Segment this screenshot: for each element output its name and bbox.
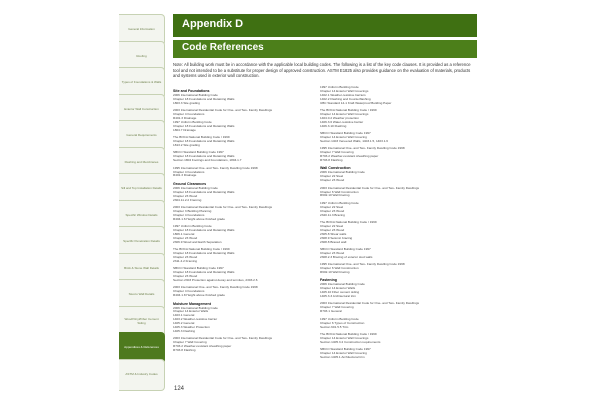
reference-line: 1406.3.6 Water-resistive barrier bbox=[320, 120, 364, 124]
reference-line: 2003 International Residential Code for One- and Two- Family Dwellings bbox=[173, 337, 272, 341]
reference-line: Chapter 18 Foundations and Retaining Walls bbox=[173, 190, 235, 194]
reference-line: 1405.3.3 Architectural trim bbox=[320, 295, 356, 299]
reference-line: 2003 International Residential Code for One- and Two- Family Dwellings bbox=[173, 109, 272, 113]
reference-line: Chapter 14 Exterior Wall Covering bbox=[320, 135, 367, 139]
reference-entry bbox=[320, 318, 458, 330]
tab-11[interactable]: Wood/Vinyl/Fiber Cement Siding bbox=[119, 306, 165, 338]
reference-line: The BOCA National Building Code / 1999 bbox=[173, 248, 230, 252]
reference-entry bbox=[320, 147, 458, 163]
section-title: Code References bbox=[182, 42, 264, 53]
reference-line: 1995 International One- and Two- Family Dwelling Code 1998 bbox=[320, 263, 405, 267]
reference-line: Chapter 18 Foundations and Retaining Walls bbox=[173, 140, 235, 144]
reference-line: Chapter 22 Steel bbox=[320, 175, 344, 179]
reference-entry bbox=[320, 348, 458, 360]
reference-line: Chapter 14 Exterior Wall Coverings bbox=[320, 336, 369, 340]
reference-line: 1403.2 Weather-resistive barrier bbox=[173, 318, 218, 322]
reference-entry bbox=[320, 132, 458, 144]
reference-line: 2308.2.3 Bracing of exterior stud walls bbox=[320, 255, 373, 259]
reference-line: Chapter 18 Foundations and Retaining Walls bbox=[173, 252, 235, 255]
tab-5[interactable]: Flashing and Membranes bbox=[119, 147, 165, 179]
reference-line: Chapter 23 Wood bbox=[320, 209, 345, 213]
reference-line: Chapter 23 Wood bbox=[173, 275, 198, 279]
reference-line: Section 1804 Footings and Foundations, 1804.1.7 bbox=[173, 159, 242, 163]
reference-line: 1405.3 Weather Protection bbox=[173, 326, 210, 330]
reference-line: Chapter 14 Exterior Walls bbox=[320, 287, 356, 291]
appendix-title: Appendix D bbox=[182, 18, 244, 30]
reference-line: 1405.3 Flashing bbox=[173, 330, 196, 333]
reference-entry bbox=[320, 283, 458, 299]
reference-entry bbox=[173, 109, 311, 132]
reference-line: Chapter 6 Types of Construction bbox=[320, 321, 365, 325]
reference-line: 2006 International Building Code bbox=[320, 283, 365, 287]
reference-line: Section 2303 Protection against decay and termites, 2303.2.6 bbox=[173, 278, 258, 282]
reference-line: 2311.4.2 Framing bbox=[173, 259, 198, 263]
reference-entry bbox=[173, 225, 311, 245]
reference-line: R703.2 Weather-resistant sheathing paper bbox=[320, 155, 379, 159]
reference-line: Chapter 7 Wall Covering bbox=[320, 306, 354, 310]
reference-entry bbox=[320, 187, 458, 199]
reference-line: UBC Standard 14-1 Kraft Waterproof Building Paper bbox=[320, 101, 392, 105]
reference-line: Section 601.5.5 Trim bbox=[320, 325, 349, 329]
reference-line: SBCCI Standard Building Code 1997 bbox=[320, 348, 371, 352]
reference-entry bbox=[173, 267, 311, 283]
reference-entry bbox=[320, 333, 458, 345]
reference-line: Section 1405.3.2 Construction requirements bbox=[320, 340, 381, 344]
reference-line: The BOCA National Building Code / 1999 bbox=[320, 109, 377, 113]
reference-line: Chapter 6 Wall Construction bbox=[320, 190, 359, 194]
reference-entry bbox=[173, 248, 311, 264]
reference-line: SBCCI Standard Building Code 1997 bbox=[320, 247, 371, 251]
reference-line: Chapter 23 Wood bbox=[320, 228, 345, 232]
reference-line: Chapter 4 Foundations bbox=[173, 213, 205, 217]
reference-line: 2003 International Residential Code for One- and Two- Family Dwellings bbox=[320, 302, 419, 306]
reference-entry bbox=[320, 171, 458, 183]
reference-line: R703.8 Flashing bbox=[320, 159, 343, 162]
tab-2[interactable]: Types of Foundations & Walls bbox=[119, 67, 165, 99]
reference-line: 1403.1 General bbox=[173, 314, 195, 318]
reference-line: 1997 Uniform Building Code bbox=[320, 317, 359, 321]
reference-line: Chapter 6 Wall Construction bbox=[320, 267, 359, 271]
reference-line: 1997 Uniform Building Code bbox=[320, 86, 359, 89]
reference-line: 1406.3.10 Flashing bbox=[320, 124, 347, 128]
reference-line: 1997 Uniform Building Code bbox=[173, 120, 212, 124]
reference-line: 2003 International One- and Two- Family Dwelling Code 1998 bbox=[173, 286, 258, 290]
reference-line: SBCCI Standard Building Code 1997 bbox=[173, 151, 224, 155]
reference-line: 1995 International One- and Two- Family Dwelling Code 1998 bbox=[320, 147, 405, 151]
reference-entry bbox=[173, 337, 311, 353]
reference-line: Chapter 18 Foundations and Retaining Walls bbox=[173, 97, 235, 101]
reference-line: Section 1403 Veneered Walls, 1403.1.5, 1403.1.6 bbox=[320, 139, 388, 143]
reference-line: R401.3 Drainage bbox=[173, 174, 197, 178]
reference-line: Chapter 14 Exterior Walls bbox=[173, 310, 209, 314]
reference-line: Chapter 18 Foundations and Retaining Walls bbox=[173, 228, 235, 232]
reference-entry bbox=[173, 94, 311, 106]
tab-0[interactable]: General Information bbox=[119, 14, 165, 46]
reference-line: 2308.9 Seismic bracing bbox=[320, 236, 353, 240]
reference-line: Chapter 23 Wood bbox=[320, 179, 345, 183]
reference-line: Chapter 18 Foundations and Retaining Walls bbox=[173, 155, 235, 159]
tab-7[interactable]: Specific Window Details bbox=[119, 200, 165, 232]
reference-line: The BOCA National Building Code / 1999 bbox=[320, 220, 377, 224]
reference-line: Chapter 3 Building Planning bbox=[173, 209, 212, 213]
section-tabs bbox=[119, 14, 165, 392]
reference-line: Chapter 18 Foundations and Retaining Walls bbox=[173, 271, 235, 275]
tab-6[interactable]: Sill and Top Installation Details bbox=[119, 173, 165, 205]
reference-heading: Moisture Management bbox=[173, 301, 211, 306]
reference-line: 1804.7 Drainage bbox=[173, 128, 196, 132]
reference-entry bbox=[320, 263, 458, 275]
reference-line: 1813.2 Site grading bbox=[173, 143, 200, 147]
page-number: 124 bbox=[174, 386, 185, 392]
reference-line: 2308.8 Braced wall bbox=[320, 240, 347, 244]
tab-8[interactable]: Specific Penetration Details bbox=[119, 226, 165, 258]
reference-line: R404.1.6 Height above finished grade bbox=[173, 217, 225, 221]
reference-line: R703.8 Flashing bbox=[173, 349, 196, 353]
reference-entry bbox=[173, 136, 311, 148]
reference-line: Chapter 7 Wall Covering bbox=[320, 151, 354, 155]
reference-entry bbox=[173, 206, 311, 222]
reference-line: 2006 International Building Code bbox=[173, 94, 218, 97]
tab-12[interactable]: Appendices & References bbox=[119, 332, 165, 364]
reference-entry bbox=[320, 109, 458, 129]
tab-4[interactable]: General Requirements bbox=[119, 120, 165, 152]
reference-line: Chapter 14 Exterior Wall Coverings bbox=[320, 112, 369, 116]
reference-line: 1997 Uniform Building Code bbox=[320, 201, 359, 205]
tab-1[interactable]: Roofing bbox=[119, 41, 165, 73]
reference-line: 1405.10 Fiber cement siding bbox=[320, 291, 360, 295]
reference-line: The BOCA National Building Code / 1999 bbox=[173, 136, 230, 140]
reference-entry bbox=[173, 151, 311, 163]
reference-line: Chapter 23 Wood bbox=[173, 236, 198, 240]
reference-line: 2006 International Building Code bbox=[173, 306, 218, 310]
reference-line: 1997 Uniform Building Code bbox=[173, 225, 212, 229]
reference-line: Chapter 18 Foundations and Retaining Walls bbox=[173, 124, 235, 128]
reference-line: SBCCI Standard Building Code 1997 bbox=[173, 267, 224, 271]
intro-note: Note: All building work must be in accordance with the applicable local building codes. The following is a list of the key code clauses. It is provided as a reference tool and not intended to be a substitute for proper design of approved construction. ASTM E1825 also provides guidance on the evaluation of materials, products and systems used in exterior wall construction. bbox=[173, 62, 471, 79]
reference-heading: Site and Foundations bbox=[173, 89, 210, 93]
reference-entry bbox=[320, 302, 458, 314]
reference-line: Chapter 4 Foundations bbox=[173, 170, 205, 174]
tab-10[interactable]: Stucco Wall Details bbox=[119, 279, 165, 311]
tab-9[interactable]: Brick & Stone Wall Details bbox=[119, 253, 165, 285]
tab-3[interactable]: Exterior Wall Construction bbox=[119, 94, 165, 126]
reference-entry bbox=[173, 187, 311, 203]
reference-line: The BOCA National Building Code / 1999 bbox=[320, 332, 377, 336]
reference-line: Chapter 23 Wood bbox=[173, 255, 198, 259]
reference-line: R401.3 Drainage bbox=[173, 117, 197, 121]
reference-line: R703.1 General bbox=[320, 310, 342, 314]
reference-line: R602.10 Wall bracing bbox=[320, 270, 350, 274]
reference-line: 1803.3 Site grading bbox=[173, 101, 200, 105]
reference-line: 2006 International Building Code bbox=[320, 171, 365, 175]
reference-heading: Fastening bbox=[320, 278, 337, 283]
reference-entry bbox=[320, 248, 458, 260]
reference-line: R404.1.8 Height above finished grade bbox=[173, 294, 225, 298]
reference-line: Chapter 22 Steel bbox=[320, 224, 344, 228]
left-column bbox=[173, 86, 311, 357]
reference-line: 2304.11.2.2 Framing bbox=[173, 198, 202, 202]
reference-line: 2003 International Residential Code for One- and Two- Family Dwellings bbox=[320, 186, 419, 190]
reference-line: R602.10 Wall bracing bbox=[320, 194, 350, 198]
reference-line: 2320.11.3 Bracing bbox=[320, 213, 345, 217]
reference-line: R703.2 Weather-resistant sheathing paper bbox=[173, 345, 232, 349]
reference-heading: Ground Clearances bbox=[173, 181, 207, 186]
reference-line: 1402.1 Weather-resistive barriers bbox=[320, 93, 366, 97]
reference-line: Chapter 14 Exterior Wall Coverings bbox=[320, 89, 369, 93]
reference-heading: Wall Construction bbox=[320, 166, 351, 171]
reference-line: Chapter 4 Foundations bbox=[173, 113, 205, 117]
tab-13[interactable]: ASTM & Industry Codes bbox=[119, 359, 165, 391]
reference-entry bbox=[173, 286, 311, 298]
reference-line: Chapter 14 Exterior Wall Covering bbox=[320, 352, 367, 356]
reference-line: 1404.0.2 Weather protection bbox=[320, 116, 359, 120]
reference-line: 2003 International Residential Code for One- and Two- Family Dwellings bbox=[173, 205, 272, 209]
reference-entry bbox=[320, 202, 458, 218]
reference-line: SBCCI Standard Building Code 1997 bbox=[320, 132, 371, 136]
reference-entry bbox=[173, 167, 311, 179]
reference-line: 2305.8 Shear walls bbox=[320, 232, 347, 236]
reference-line: 1405.2 General bbox=[173, 322, 195, 326]
reference-line: 1402.2 Flashing and Counterflashing bbox=[320, 97, 371, 101]
reference-line: Chapter 7 Wall Covering bbox=[173, 341, 207, 345]
reference-entry bbox=[173, 307, 311, 334]
reference-line: Chapter 23 Wood bbox=[320, 251, 345, 255]
reference-line: Chapter 22 Steel bbox=[320, 205, 344, 209]
reference-entry bbox=[320, 221, 458, 244]
right-column bbox=[320, 86, 458, 363]
reference-line: Chapter 23 Wood bbox=[173, 194, 198, 198]
reference-line: 1806.1 General bbox=[173, 232, 195, 236]
reference-line: 1995 International One- and Two- Family Dwelling Code 1998 bbox=[173, 166, 258, 170]
reference-line: Section 1405.1 Architectural trim bbox=[320, 355, 365, 359]
reference-line: 2306.9 Wood and Earth Separation bbox=[173, 240, 222, 244]
reference-line: Chapter 4 Foundations bbox=[173, 290, 205, 294]
reference-entry bbox=[320, 86, 458, 106]
reference-line: 2006 International Building Code bbox=[173, 186, 218, 190]
